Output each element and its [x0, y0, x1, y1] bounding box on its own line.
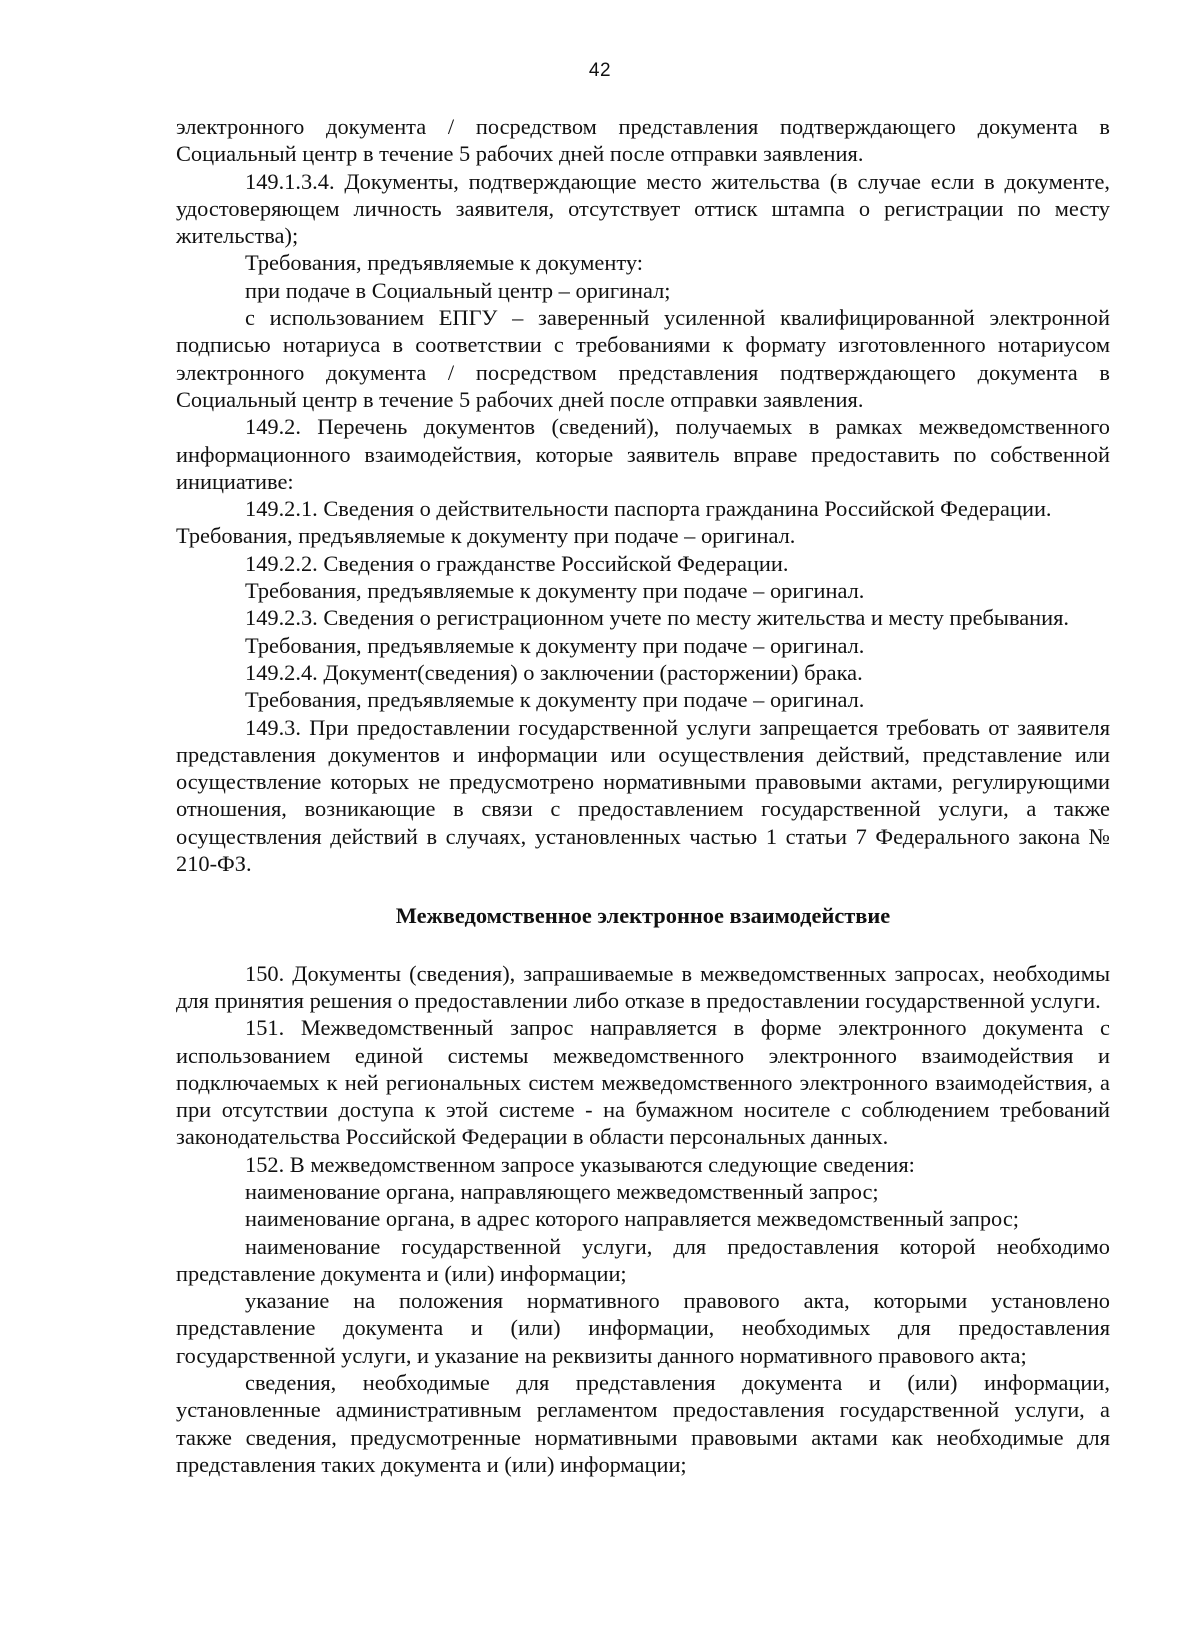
paragraph: указание на положения нормативного правового акта, которыми установлено представление документа и (или) информации, необходимых для предоставления государственной услуги, и указание на реквизиты данного нормативного правового акта; — [176, 1288, 1110, 1368]
page-number: 42 — [588, 60, 612, 81]
paragraph: 149.2.1. Сведения о действительности паспорта гражданина Российской Федерации. — [245, 496, 1052, 522]
paragraph: наименование органа, направляющего межведомственный запрос; — [245, 1178, 879, 1204]
paragraph: при подаче в Социальный центр – оригинал; — [245, 277, 671, 303]
paragraph: 149.2.3. Сведения о регистрационном учете по месту жительства и месту пребывания. — [245, 605, 1070, 631]
paragraph: электронного документа / посредством представления подтверждающего документа в Социальный центр в течение 5 рабочих дней после отправки заявления. — [176, 114, 1110, 167]
paragraph: 151. Межведомственный запрос направляется в форме электронного документа с использованием единой системы межведомственного электронного взаимодействия и подключаемых к ней региональных систем межведомственного электронного взаимодействия, а при отсутствии доступа к этой системе - на бумажном носителе с соблюдением требований законодательства Российской Федерации в области персональных данных. — [176, 1015, 1110, 1150]
paragraph: 150. Документы (сведения), запрашиваемые в межведомственных запросах, необходимы для принятия решения о предоставлении либо отказе в предоставлении государственной услуги. — [176, 960, 1110, 1013]
paragraph: Требования, предъявляемые к документу при подаче – оригинал. — [245, 687, 865, 713]
paragraph: Требования, предъявляемые к документу при подаче – оригинал. — [245, 632, 865, 658]
paragraph: Требования, предъявляемые к документу при подаче – оригинал. — [245, 578, 865, 604]
paragraph: 149.3. При предоставлении государственной услуги запрещается требовать от заявителя представления документов и информации или осуществления действий, представление или осуществление которых не предусмотрено нормативными правовыми актами, регулирующими отношения, возникающие в связи с предоставлением государственной услуги, а также осуществления действий в случаях, установленных частью 1 статьи 7 Федерального закона № 210-ФЗ. — [176, 714, 1110, 877]
paragraph: наименование государственной услуги, для предоставления которой необходимо представление документа и (или) информации; — [176, 1233, 1110, 1286]
paragraph: сведения, необходимые для представления документа и (или) информации, установленные административным регламентом предоставления государственной услуги, а также сведения, предусмотренные нормативными правовыми актами как необходимые для представления таких документа и (или) информации; — [176, 1370, 1110, 1477]
paragraphs-before-heading — [176, 113, 1110, 877]
paragraph: 149.2. Перечень документов (сведений), получаемых в рамках межведомственного информационного взаимодействия, которые заявитель вправе предоставить по собственной инициативе: — [176, 414, 1110, 494]
paragraph: 149.2.4. Документ(сведения) о заключении (расторжении) брака. — [245, 659, 863, 685]
paragraph: 149.1.3.4. Документы, подтверждающие место жительства (в случае если в документе, удостоверяющем личность заявителя, отсутствует оттиск штампа о регистрации по месту жительства); — [176, 168, 1110, 249]
paragraph: 149.2.2. Сведения о гражданстве Российской Федерации. — [245, 550, 789, 576]
paragraph: наименование органа, в адрес которого направляется межведомственный запрос; — [245, 1206, 1019, 1232]
paragraph: с использованием ЕПГУ – заверенный усиленной квалифицированной электронной подписью нотариуса в соответствии с требованиями к формату изготовленного нотариусом электронного документа / посредством представления подтверждающего документа в Социальный центр в течение 5 рабочих дней после отправки заявления. — [176, 305, 1110, 412]
paragraph: 152. В межведомственном запросе указываются следующие сведения: — [245, 1151, 915, 1177]
paragraphs-after-heading — [176, 960, 1110, 1479]
document-body — [176, 113, 1110, 1478]
paragraph: Требования, предъявляемые к документу: — [245, 250, 643, 276]
section-heading: Межведомственное электронное взаимодействие — [395, 903, 891, 929]
paragraph: Требования, предъявляемые к документу при подаче – оригинал. — [176, 523, 796, 549]
